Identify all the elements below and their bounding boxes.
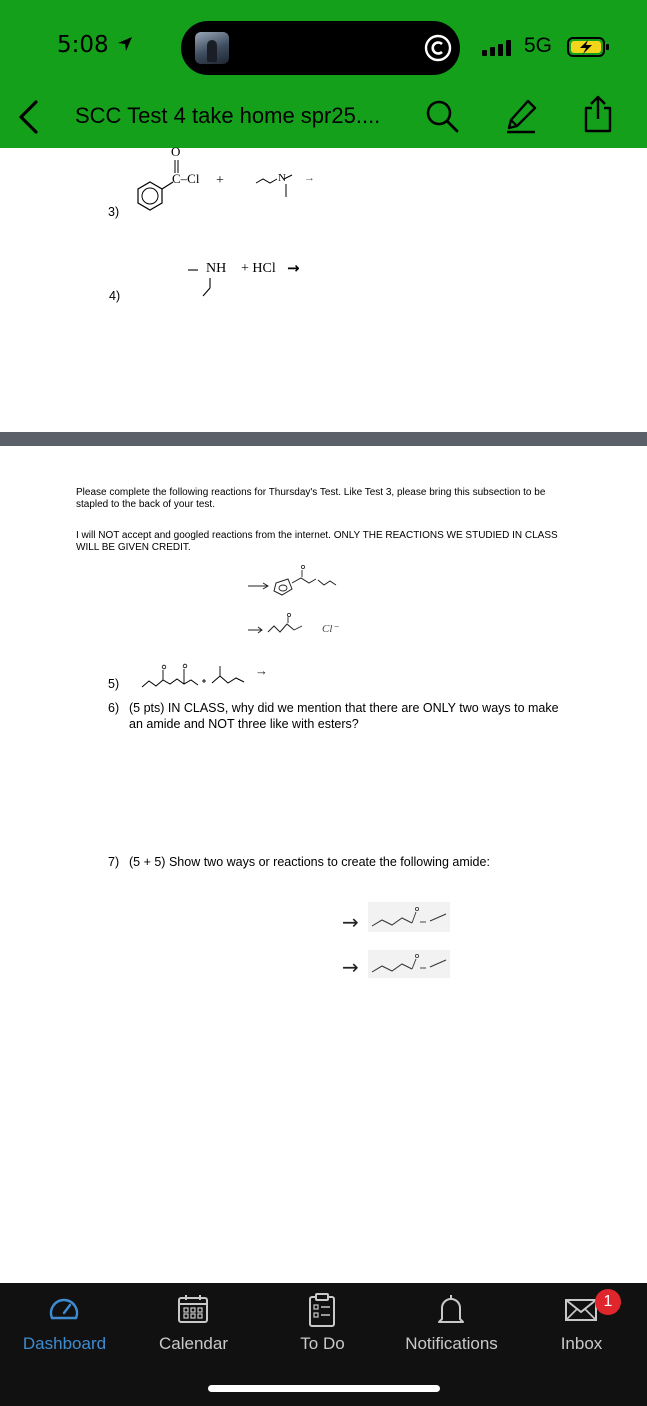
- tab-calendar-label: Calendar: [159, 1334, 228, 1353]
- status-time: 5:08: [57, 32, 134, 58]
- q4-reagent: + HCl: [241, 261, 276, 276]
- page-divider: [0, 432, 647, 446]
- q3-arrow: →: [304, 172, 315, 184]
- q7-question-text: (5 + 5) Show two ways or reactions to create the following amide:: [129, 855, 490, 869]
- home-indicator[interactable]: [208, 1385, 440, 1392]
- tab-notifications[interactable]: [387, 1283, 516, 1363]
- q7-target-amide-2: [368, 950, 450, 978]
- inbox-unread-badge: 1: [595, 1289, 621, 1315]
- bell-icon: [433, 1292, 469, 1328]
- q4-arrow: →: [287, 259, 300, 277]
- q5-handwritten-product-2: [246, 612, 316, 642]
- tab-inbox[interactable]: [517, 1283, 646, 1363]
- q3-amine-nitrogen: N: [278, 172, 286, 184]
- q6-question-text: (5 pts) IN CLASS, why did we mention that there are ONLY two ways to make an amide and NOT three like with esters?: [129, 701, 559, 731]
- annotate-pen-icon[interactable]: [504, 98, 538, 134]
- dynamic-island[interactable]: [181, 21, 460, 75]
- now-playing-thumbnail: [195, 32, 229, 64]
- tab-todo[interactable]: [258, 1283, 387, 1363]
- play-circle-icon: [424, 34, 452, 62]
- calendar-icon: [175, 1292, 211, 1326]
- q5-handwritten-product-1: [246, 563, 346, 603]
- app-header: [0, 0, 647, 148]
- q3-plus: +: [216, 173, 224, 188]
- q3-number: 3): [108, 205, 120, 219]
- tab-calendar[interactable]: [129, 1283, 258, 1363]
- battery-charging-icon: [567, 36, 611, 58]
- mail-icon: [563, 1292, 599, 1326]
- tab-inbox-label: Inbox: [560, 1334, 603, 1353]
- dashboard-gauge-icon: [46, 1292, 82, 1324]
- q5-chloride-label: Cl⁻: [322, 623, 339, 635]
- q3-acyl-chloride-group: C–Cl: [172, 171, 200, 186]
- q7-arrow-2: →: [342, 955, 359, 979]
- tab-dashboard[interactable]: [0, 1283, 129, 1363]
- q7-number: 7): [108, 855, 120, 869]
- q5-arrow: →: [255, 663, 268, 678]
- cellular-signal-icon: [482, 40, 520, 56]
- todo-clipboard-icon: [304, 1292, 340, 1328]
- network-type: 5G: [524, 34, 553, 57]
- q3-carbonyl-oxygen: O: [171, 144, 181, 159]
- share-icon[interactable]: [580, 94, 616, 134]
- tab-dashboard-label: Dashboard: [22, 1334, 107, 1353]
- instructions-paragraph: Please complete the following reactions for Thursday's Test. Like Test 3, please bring this subsection to be stapled to the back of your test.: [76, 487, 546, 510]
- q5-number: 5): [108, 677, 120, 691]
- tab-todo-label: To Do: [300, 1334, 345, 1353]
- document-title: SCC Test 4 take home spr25....: [75, 103, 381, 128]
- q6-number: 6): [108, 701, 120, 715]
- q3-amine-skeleton: [255, 173, 295, 199]
- q7-arrow-1: →: [342, 910, 359, 934]
- q4-number: 4): [109, 289, 121, 303]
- search-icon[interactable]: [424, 98, 460, 134]
- location-arrow-icon: [116, 35, 134, 53]
- q7-target-amide-1: [368, 902, 450, 932]
- credit-warning-paragraph: I will NOT accept and googled reactions from the internet. ONLY THE REACTIONS WE STUDIED IN CLASS WILL BE GIVEN CREDIT.: [76, 530, 558, 553]
- back-chevron-icon[interactable]: [14, 99, 44, 135]
- tab-notifications-label: Notifications: [405, 1334, 498, 1353]
- q4-reactant: NH: [206, 261, 227, 276]
